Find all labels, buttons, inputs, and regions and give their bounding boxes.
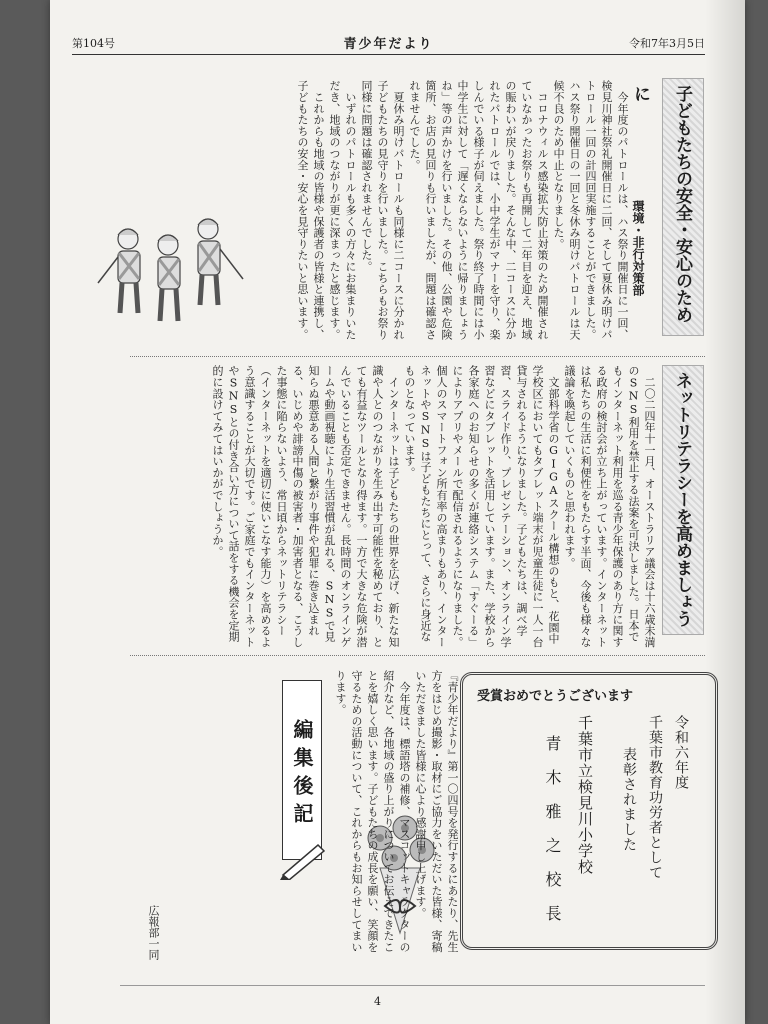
issue-date: 令和7年3月5日 [629,37,705,50]
page-header [72,32,705,54]
footer-rule [120,985,705,986]
patrol-volunteers-illustration [78,205,248,335]
newsletter-title: 青少年だより [343,37,434,52]
issue-number: 第104号 [72,37,115,50]
header-rule [72,54,705,55]
editor-note-body: 『青少年だより』第一〇四号を発行するにあたり、先生方をはじめ撮影・取材にご協力をいただいた皆様、寄稿いただきました皆様に心より感謝申し上げます。 今年度は、標語塔の補修、マスコットキャラクターの紹介など、各地域の盛り上がりについてお伝えできたことを嬉しく思います。子どもたちの成長を願い、笑顔を守るための活動について、これからもお知らせしてまいります。 [334,670,459,953]
editor-note-signature: 広報部一同 [147,905,160,960]
award-heading: 受賞おめでとうございます [477,689,634,704]
editor-note-heading: 編集後記 [282,680,322,860]
article1-body: 今年度のパトロールは、ハス祭り開催日に一回、検見川神社祭礼開催日に二回、そして夏休み明けパトロール一回の計四回実施することができました。ハス祭り開催日の一回と冬休み明けパトロールは天候不良のため中止となりました。 コロナウィルス感染拡大防止対策のため開催されていなかったお祭りも再開して二年目を迎え、地域の賑わいが戻りました。そんな中、二コースに分かれたパトロールでは、小中学生がマナーを守り、楽しんでいる様子が伺えました。祭り終了時間には小中学生に対して「遅くならないように帰りましょうね」等の声かけを行いました。その他、公園や危険箇所、お店の見回りも行いましたが、問題は確認されませんでした。 夏休み明けパトロールも同様に二コースに分かれ子どもたちの見守りを行いました。こちらもお祭り同様に問題は確認されませんでした。 いずれのパトロールも多くの方々にお集まりいただき、地域のつながりが更に深まったと感じます。 これからも地域の皆様や保護者の皆様と連携し、子どもたちの安全・安心を見守りたいと思います。 [296,80,629,340]
section-divider-1 [130,356,705,357]
volunteer-figure-3 [198,219,243,305]
article2-heading: ネットリテラシーを高めましょう [662,365,704,635]
newsletter-page [50,0,745,1024]
article1-department: 環境・非行対策部 [631,200,645,296]
award-line-5: 青 木 雅 之 校 長 [543,735,562,922]
article2-body: 二〇二四年十一月、オーストラリア議会は十六歳未満のSNS利用を禁止する法案を可決しました。日本でもインターネット利用を巡る青少年保護のあり方に関する政府の検討会が立ち上がっています。インターネットは私たちの生活に利便性をもたらす半面、今後も様々な議論を喚起していくものと思われます。 文部科学省のGIGAスクール構想のもと、花園中学校区においてもタブレット端末が児童生徒に一人一台貸与されるようになりました。子どもたちは、調べ学習、スライド作り、プレゼンテーション、オンライン学習などにタブレットを活用しています。また、学校から各家庭へのお知らせの多くが連絡システム「すぐーる」によりアプリやメールで配信されるようになりました。個人のスマートフォン所有率の高まりもあり、インターネットやSNSは子どもたちにとって、さらに身近なものとなっています。 インターネットは子どもたちの世界を広げ、新たな知識や人とのつながりを生み出す可能性を秘めており、とても有益なツールとなり得ます。一方で大きな危険が潜んでいることも否定できません。長時間のオンラインゲームや動画視聴により生活習慣が乱れる、SNSで見知らぬ悪意ある人間と繋がり事件や犯罪に巻き込まれる、いじめや誹謗中傷の被害者・加害者となる、こうした事態に陥らないよう、常日頃からネットリテラシー（インターネットを適切に使いこなす能力）を高めるよう意識することが大切です。ご家庭でもインターネットやSNSとの付き合い方について話をする機会を定期的に設けてみてはいかがでしょうか。 [211,365,656,648]
award-line-3: 表彰されました [621,747,637,852]
award-announcement-box [460,672,718,950]
award-line-4: 千葉市立検見川小学校 [576,715,594,875]
volunteer-figure-2 [158,235,180,321]
award-line-1: 令和六年度 [673,715,689,790]
article1-heading: 子どもたちの安全・安心のために [662,78,704,336]
section-divider-2 [130,655,705,656]
volunteer-figure-1 [98,229,140,313]
editor-note-section [140,670,460,970]
page-number: 4 [374,995,381,1008]
award-line-2: 千葉市教育功労者として [647,715,663,880]
